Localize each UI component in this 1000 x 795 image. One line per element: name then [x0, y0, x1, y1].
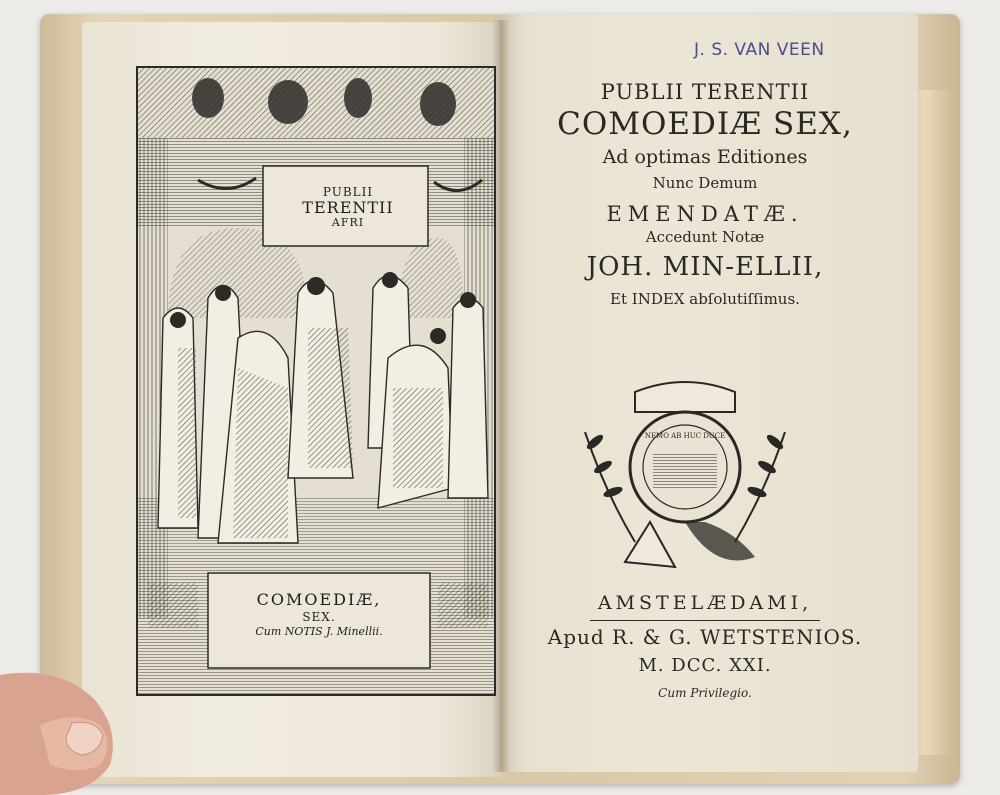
imprint-place: AMSTELÆDAMI, [597, 592, 813, 614]
pedestal-line-1: COMOEDIÆ, [256, 590, 382, 609]
title-line-8: Et INDEX abſolutiſſimus. [610, 290, 800, 308]
imprint-privilege: Cum Privilegio. [658, 686, 752, 700]
imprint-rule [590, 620, 820, 621]
title-line-3: Ad optimas Editiones [602, 146, 808, 168]
pedestal-line-2: SEX. [302, 610, 336, 624]
hand-holding-book [0, 655, 160, 795]
banner-line-3: AFRI [331, 215, 365, 229]
frontispiece-banner [286, 186, 410, 229]
printers-device-emblem [565, 372, 805, 582]
title-page-imprint [515, 592, 895, 700]
title-line-4: Nunc Demum [652, 174, 758, 192]
imprint-printer: Apud R. & G. WETSTENIOS. [547, 625, 863, 649]
title-line-6: Accedunt Notæ [645, 228, 765, 246]
device-motto: NEMO AB HUC DUCE [644, 432, 726, 440]
pedestal-line-3: Cum NOTIS J. Minellii. [255, 625, 383, 638]
imprint-year: M. DCC. XXI. [638, 655, 772, 676]
title-line-5: EMENDATÆ. [606, 202, 804, 226]
banner-line-1: PUBLII [322, 185, 374, 199]
owner-stamp: J. S. VAN VEEN [694, 40, 825, 60]
frontispiece-pedestal [214, 590, 424, 639]
title-line-7: JOH. MIN-ELLII, [586, 252, 824, 282]
frontispiece-engraving [136, 66, 496, 696]
title-line-2: COMOEDIÆ SEX, [557, 106, 853, 142]
banner-line-2: TERENTII [302, 198, 394, 218]
title-page-text [515, 74, 895, 308]
title-line-1: PUBLII TERENTII [600, 80, 810, 104]
